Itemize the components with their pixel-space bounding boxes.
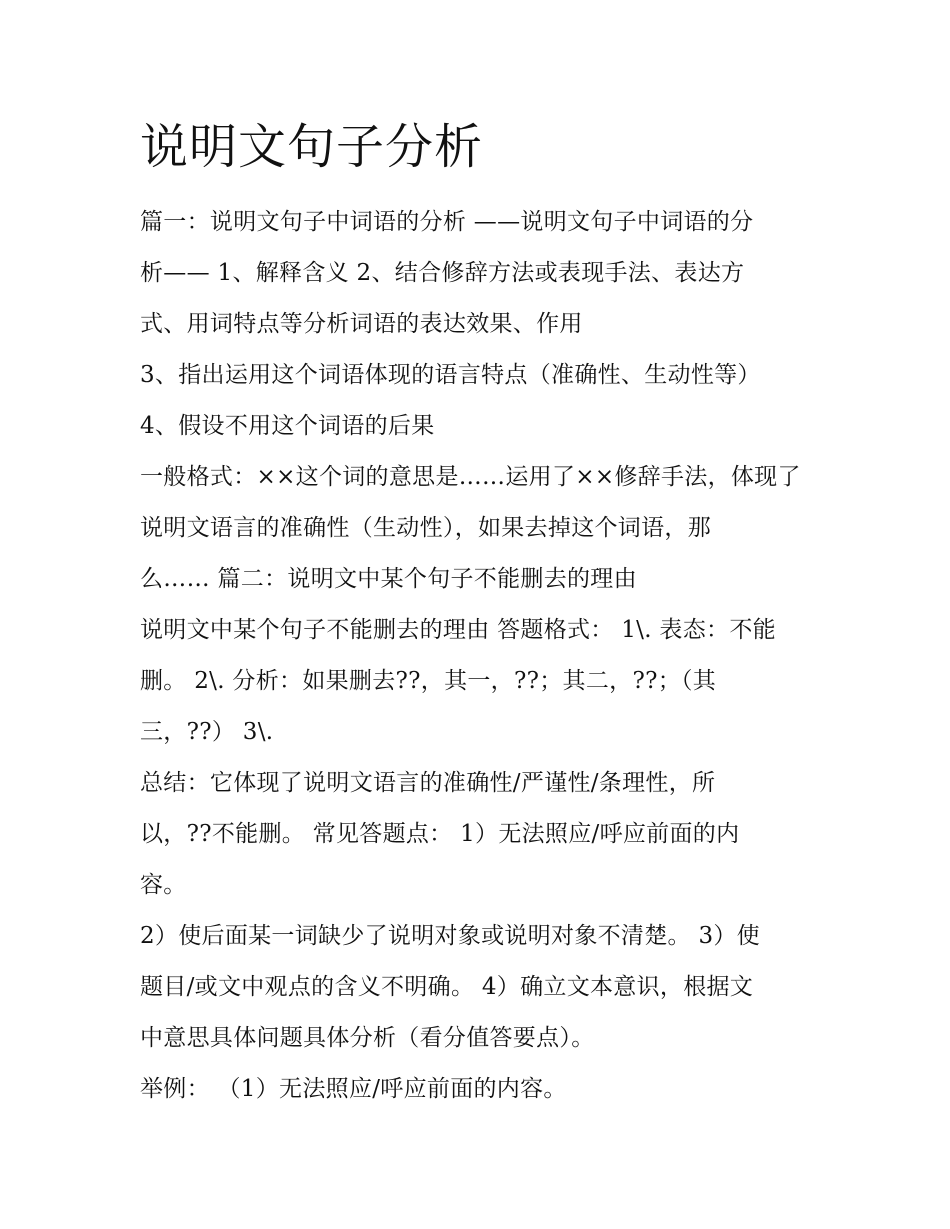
body-line-4: 3、指出运用这个词语体现的语言特点（准确性、生动性等） [140, 362, 761, 388]
body-line-14: 容。 [140, 872, 187, 898]
body-line-5: 4、假设不用这个词语的后果 [140, 413, 435, 439]
body-line-6: 一般格式：××这个词的意思是……运用了××修辞手法，体现了 [140, 464, 801, 490]
body-line-2: 析—— 1、解释含义 2、结合修辞方法或表现手法、表达方 [140, 260, 745, 286]
document-title: 说明文句子分析 [140, 119, 484, 175]
body-line-9: 说明文中某个句子不能删去的理由 答题格式： 1\. 表态：不能 [140, 617, 776, 643]
body-line-13: 以，??不能删。 常见答题点： 1）无法照应/呼应前面的内 [140, 821, 740, 847]
body-line-10: 删。 2\. 分析：如果删去??，其一，??；其二，??；（其 [140, 668, 717, 694]
body-line-16: 题目/或文中观点的含义不明确。 4）确立文本意识，根据文 [140, 974, 754, 1000]
body-line-11: 三，??） 3\. [140, 719, 274, 745]
body-line-18: 举例： （1）无法照应/呼应前面的内容。 [140, 1076, 567, 1102]
body-line-8: 么…… 篇二：说明文中某个句子不能删去的理由 [140, 566, 637, 592]
body-line-3: 式、用词特点等分析词语的表达效果、作用 [140, 311, 583, 337]
body-line-12: 总结：它体现了说明文语言的准确性/严谨性/条理性，所 [140, 770, 716, 796]
body-line-7: 说明文语言的准确性（生动性），如果去掉这个词语，那 [140, 515, 711, 541]
body-line-1: 篇一：说明文句子中词语的分析 ——说明文句子中词语的分 [140, 209, 754, 235]
body-line-17: 中意思具体问题具体分析（看分值答要点）。 [140, 1025, 595, 1051]
body-line-15: 2）使后面某一词缺少了说明对象或说明对象不清楚。 3）使 [140, 923, 760, 949]
